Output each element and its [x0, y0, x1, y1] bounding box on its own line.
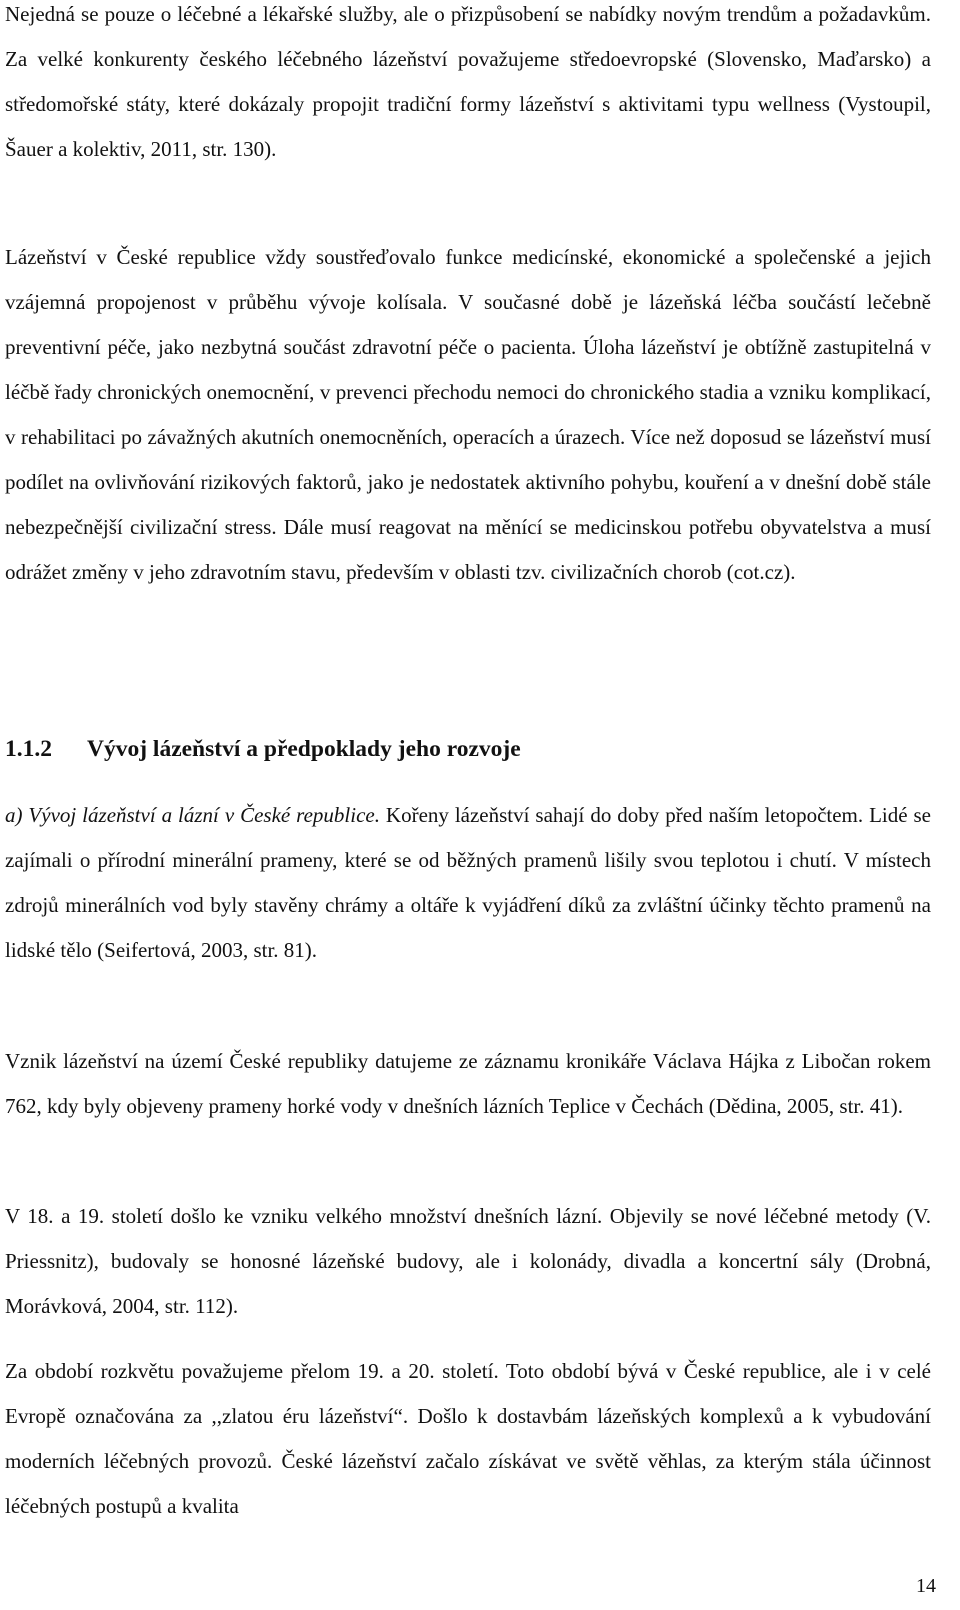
section-number: 1.1.2 [5, 736, 52, 762]
section-heading [5, 727, 931, 772]
section-title: Vývoj lázeňství a předpoklady jeho rozvoje [87, 736, 521, 762]
paragraph-spa-functions: Lázeňství v České republice vždy soustřeďovalo funkce medicínské, ekonomické a společenské a jejich vzájemná propojenost v průběhu vývoje kolísala. V současné době je lázeňská léčba součástí lečebně preventivní péče, jako nezbytná součást zdravotní péče o pacienta. Úloha lázeňství je obtížně zastupitelná v léčbě řady chronických onemocnění, v prevenci přechodu nemoci do chronického stadia a vzniku komplikací, v rehabilitaci po závažných akutních onemocněních, operacích a úrazech. Více než doposud se lázeňství musí podílet na ovlivňování rizikových faktorů, jako je nedostatek aktivního pohybu, kouření a v dnešní době stále nebezpečnější civilizační stress. Dále musí reagovat na měnící se medicinskou potřebu obyvatelstva a musí odrážet změny v jeho zdravotním stavu, především v oblasti tzv. civilizačních chorob (cot.cz). [5, 245, 931, 584]
page-number: 14 [916, 1575, 936, 1597]
subsection-text: Kořeny lázeňství sahají do doby před naším letopočtem. Lidé se zajímali o přírodní minerální prameny, které se od běžných pramenů lišily svou teplotou i chutí. V místech zdrojů minerálních vod byly stavěny chrámy a oltáře k vyjádření díků za zvláštní účinky těchto pramenů na lidské tělo (Seifertová, 2003, str. 81). [5, 803, 931, 962]
paragraph-history [5, 793, 931, 973]
paragraph-golden-era: Za období rozkvětu považujeme přelom 19. a 20. století. Toto období bývá v České republice, ale i v celé Evropě označována za ,,zlatou éru lázeňství“. Došlo k dostavbám lázeňských komplexů a k vybudování moderních léčebných provozů. České lázeňství začalo získávat ve světě věhlas, za kterým stála účinnost léčebných postupů a kvalita [5, 1359, 931, 1518]
paragraph-intro: Nejedná se pouze o léčebné a lékařské služby, ale o přizpůsobení se nabídky novým trendům a požadavkům. Za velké konkurenty českého léčebného lázeňství považujeme středoevropské (Slovensko, Maďarsko) a středomořské státy, které dokázaly propojit tradiční formy lázeňství s aktivitami typu wellness (Vystoupil, Šauer a kolektiv, 2011, str. 130). [5, 2, 931, 161]
subsection-lead: a) Vývoj lázeňství a lázní v České republice. [5, 803, 380, 827]
paragraph-origin: Vznik lázeňství na území České republiky datujeme ze záznamu kronikáře Václava Hájka z Libočan rokem 762, kdy byly objeveny prameny horké vody v dnešních lázních Teplice v Čechách (Dědina, 2005, str. 41). [5, 1049, 931, 1118]
paragraph-18-19-century: V 18. a 19. století došlo ke vzniku velkého množství dnešních lázní. Objevily se nové léčebné metody (V. Priessnitz), budovaly se honosné lázeňské budovy, ale i kolonády, divadla a koncertní sály (Drobná, Morávková, 2004, str. 112). [5, 1204, 931, 1318]
